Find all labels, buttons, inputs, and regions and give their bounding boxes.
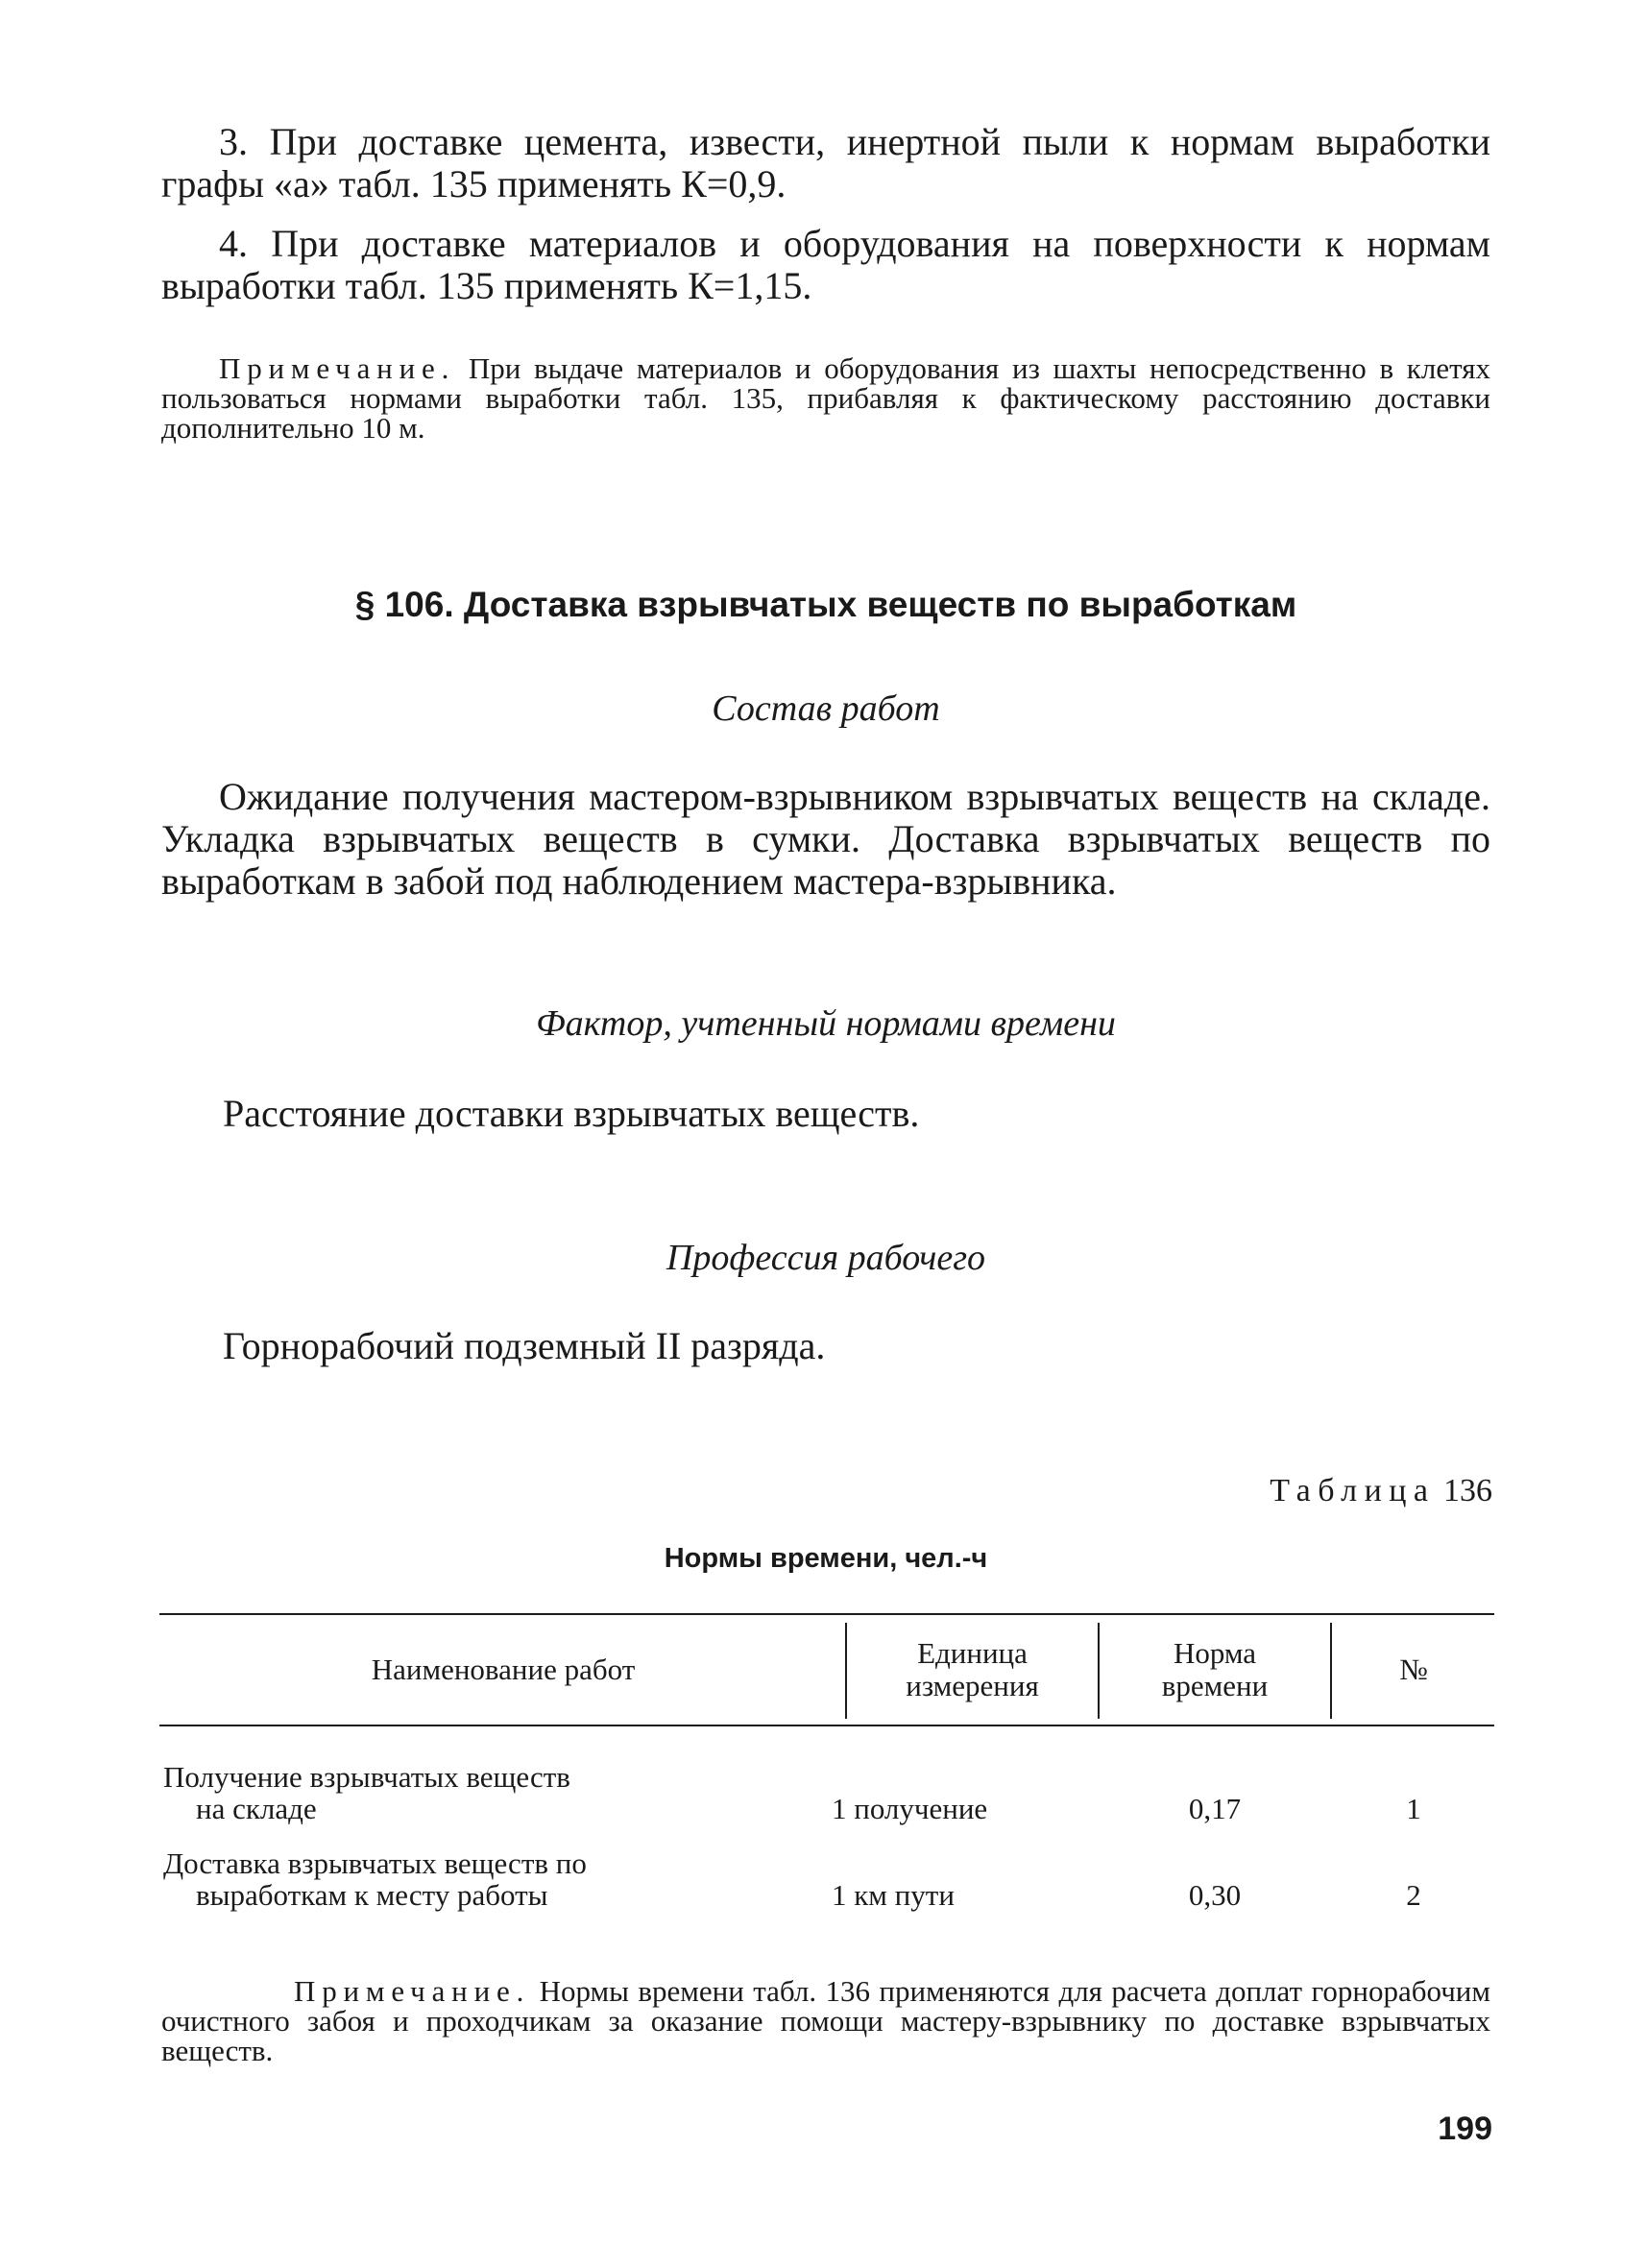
table-number: 136 <box>1443 1473 1492 1508</box>
paragraph-item-4: 4. При доставке материалов и оборудования на поверхности к нормам выработки табл. 135 применять К=1,15. <box>161 222 1490 307</box>
header-unit <box>849 1637 1096 1702</box>
table-label-word: Таблица <box>1270 1473 1436 1508</box>
header-unit-line2: измерения <box>906 1669 1039 1702</box>
header-norm-line1: Норма <box>1173 1636 1257 1670</box>
paragraph-profession: Горнорабочий подземный II разряда. <box>223 1324 826 1367</box>
subheading-profession: Профессия рабочего <box>666 1238 986 1278</box>
row-number: 2 <box>1406 1878 1421 1912</box>
header-unit-line1: Единица <box>917 1636 1028 1670</box>
row-norm: 0,17 <box>1188 1792 1242 1825</box>
section-title: § 106. Доставка взрывчатых веществ по выработкам <box>354 585 1297 624</box>
paragraph-work-composition: Ожидание получения мастером-взрывником взрывчатых веществ на складе. Укладка взрывчатых веществ в сумки. Доставка взрывчатых веществ по выработкам в забой под наблюдением мастера-взрывника. <box>161 775 1490 903</box>
note-text: Нормы времени табл. 136 применяются для расчета доплат горнорабочим очистного забоя и проходчикам за оказание помощи мастеру-взрывнику по доставке взрывчатых веществ. <box>161 1974 1491 2067</box>
note-text: При выдаче материалов и оборудования из шахты непосредственно в клетях пользоваться нормами выработки табл. 135, прибавляя к фактическому расстоянию доставки дополнительно 10 м. <box>161 351 1490 445</box>
row-work-name-line1: Доставка взрывчатых веществ по <box>163 1846 587 1880</box>
row-work-name-line2: на складе <box>196 1792 317 1825</box>
paragraph-factor: Расстояние доставки взрывчатых веществ. <box>223 1092 920 1135</box>
column-divider <box>845 1623 847 1719</box>
note-materials <box>161 353 1490 443</box>
column-divider <box>1098 1623 1100 1719</box>
header-number: № <box>1399 1653 1428 1686</box>
row-work-name <box>163 1847 587 1911</box>
row-norm: 0,30 <box>1188 1878 1242 1912</box>
row-work-name <box>163 1761 570 1824</box>
header-norm <box>1101 1637 1328 1702</box>
row-work-name-line1: Получение взрывчатых веществ <box>163 1760 570 1794</box>
subheading-factor: Фактор, учтенный нормами времени <box>536 1003 1116 1044</box>
header-norm-line2: времени <box>1161 1669 1269 1702</box>
note-table-136 <box>161 1976 1490 2065</box>
row-work-name-line2: выработкам к месту работы <box>196 1878 548 1912</box>
table-caption: Нормы времени, чел.-ч <box>664 1543 988 1574</box>
note-label: Примечание. <box>294 1974 531 2008</box>
note-label: Примечание. <box>219 351 456 385</box>
row-number: 1 <box>1406 1792 1421 1825</box>
table-label <box>1270 1472 1492 1510</box>
subheading-work-composition: Состав работ <box>712 688 940 729</box>
paragraph-item-3: 3. При доставке цемента, извести, инертной пыли к нормам выработки графы «а» табл. 135 применять К=0,9. <box>161 120 1490 205</box>
table-header-rule <box>159 1725 1494 1726</box>
header-work-name: Наименование работ <box>371 1653 636 1686</box>
page-number: 199 <box>1438 2111 1492 2147</box>
row-unit: 1 км пути <box>832 1878 955 1912</box>
table-top-rule <box>159 1613 1494 1615</box>
row-unit: 1 получение <box>832 1792 988 1825</box>
column-divider <box>1330 1623 1332 1719</box>
